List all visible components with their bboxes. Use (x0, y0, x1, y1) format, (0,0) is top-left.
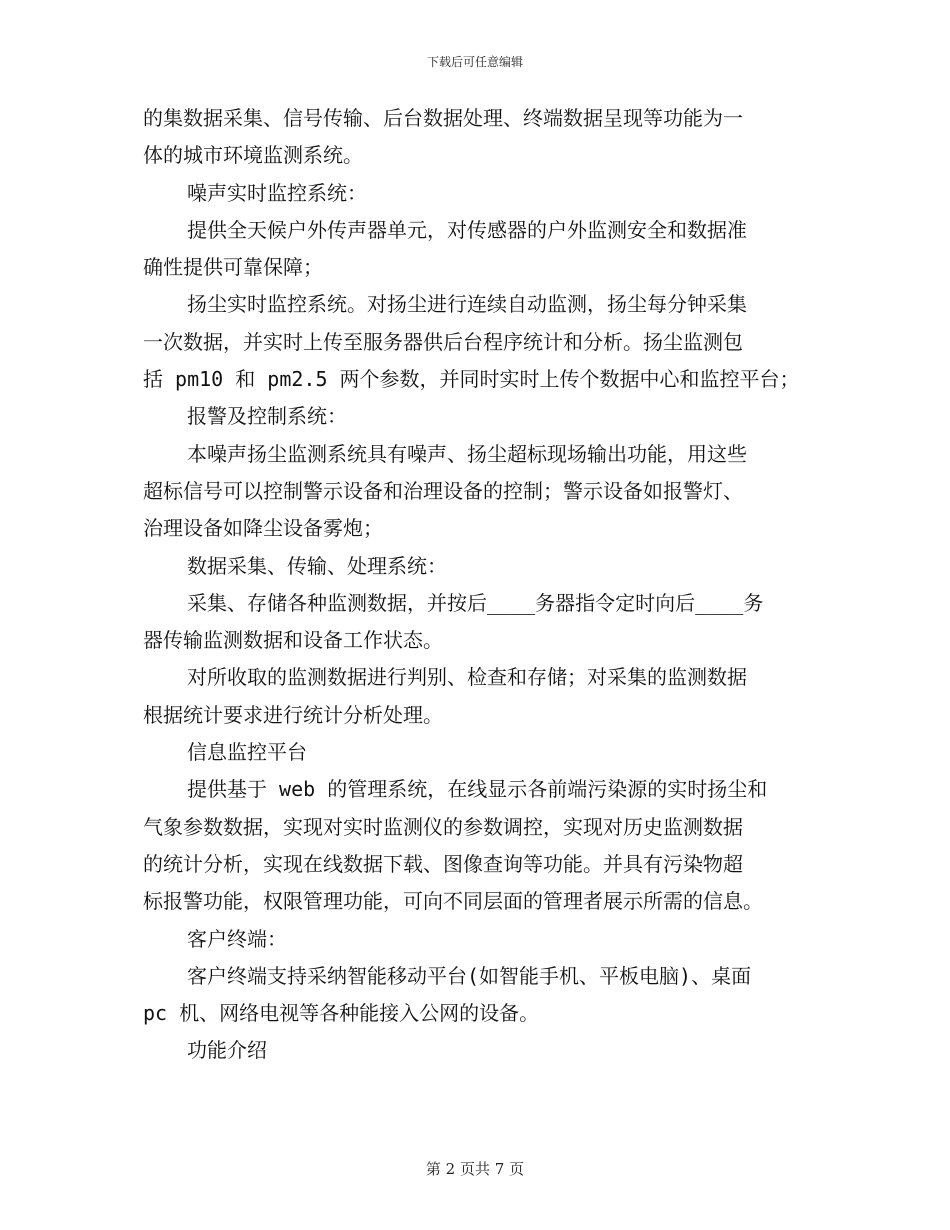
text-line: 体的城市环境监测系统。 (143, 143, 363, 168)
page-header: 下载后可任意编辑 (426, 55, 523, 69)
text-line: 提供基于 web 的管理系统，在线显示各前端污染源的实时扬尘和 (187, 777, 768, 802)
section-heading: 报警及控制系统： (187, 404, 347, 429)
section-heading: 客户终端： (187, 926, 287, 951)
text-line: 根据统计要求进行统计分析处理。 (143, 702, 443, 727)
text-line: 确性提供可靠保障； (143, 255, 323, 280)
text-line: 采集、存储各种监测数据，并按后____务器指令定时向后____务 (187, 590, 764, 615)
text-line: 气象参数数据，实现对实时监测仪的参数调控，实现对历史监测数据 (143, 814, 743, 839)
text-line: 本噪声扬尘监测系统具有噪声、扬尘超标现场输出功能，用这些 (187, 441, 747, 466)
text-line: 的统计分析，实现在线数据下载、图像查询等功能。并具有污染物超 (143, 851, 743, 876)
section-heading: 信息监控平台 (187, 740, 307, 765)
section-heading: 噪声实时监控系统： (187, 180, 367, 205)
text-line: pc 机、网络电视等各种能接入公网的设备。 (143, 1001, 540, 1026)
text-line: 的集数据采集、信号传输、后台数据处理、终端数据呈现等功能为一 (143, 106, 743, 130)
text-line: 扬尘实时监控系统。对扬尘进行连续自动监测，扬尘每分钟采集 (187, 292, 747, 317)
section-heading: 功能介绍 (187, 1038, 267, 1063)
section-heading: 数据采集、传输、处理系统： (187, 553, 447, 578)
text-line: 提供全天候户外传声器单元，对传感器的户外监测安全和数据准 (187, 217, 747, 242)
page-footer: 第 2 页共 7 页 (425, 1160, 525, 1178)
text-line: 标报警功能，权限管理功能，可向不同层面的管理者展示所需的信息。 (143, 889, 763, 914)
text-line: 超标信号可以控制警示设备和治理设备的控制；警示设备如报警灯、 (143, 478, 743, 503)
text-line: 器传输监测数据和设备工作状态。 (143, 628, 443, 653)
document-body (143, 100, 808, 1070)
text-line: 对所收取的监测数据进行判别、检查和存储；对采集的监测数据 (187, 665, 747, 690)
text-line: 治理设备如降尘设备雾炮； (143, 516, 383, 541)
text-line: 客户终端支持采纳智能移动平台(如智能手机、平板电脑)、桌面 (187, 963, 752, 988)
text-line: 一次数据，并实时上传至服务器供后台程序统计和分析。扬尘监测包 (143, 329, 743, 354)
text-line: 括 pm10 和 pm2.5 两个参数，并同时实时上传个数据中心和监控平台； (143, 367, 800, 392)
